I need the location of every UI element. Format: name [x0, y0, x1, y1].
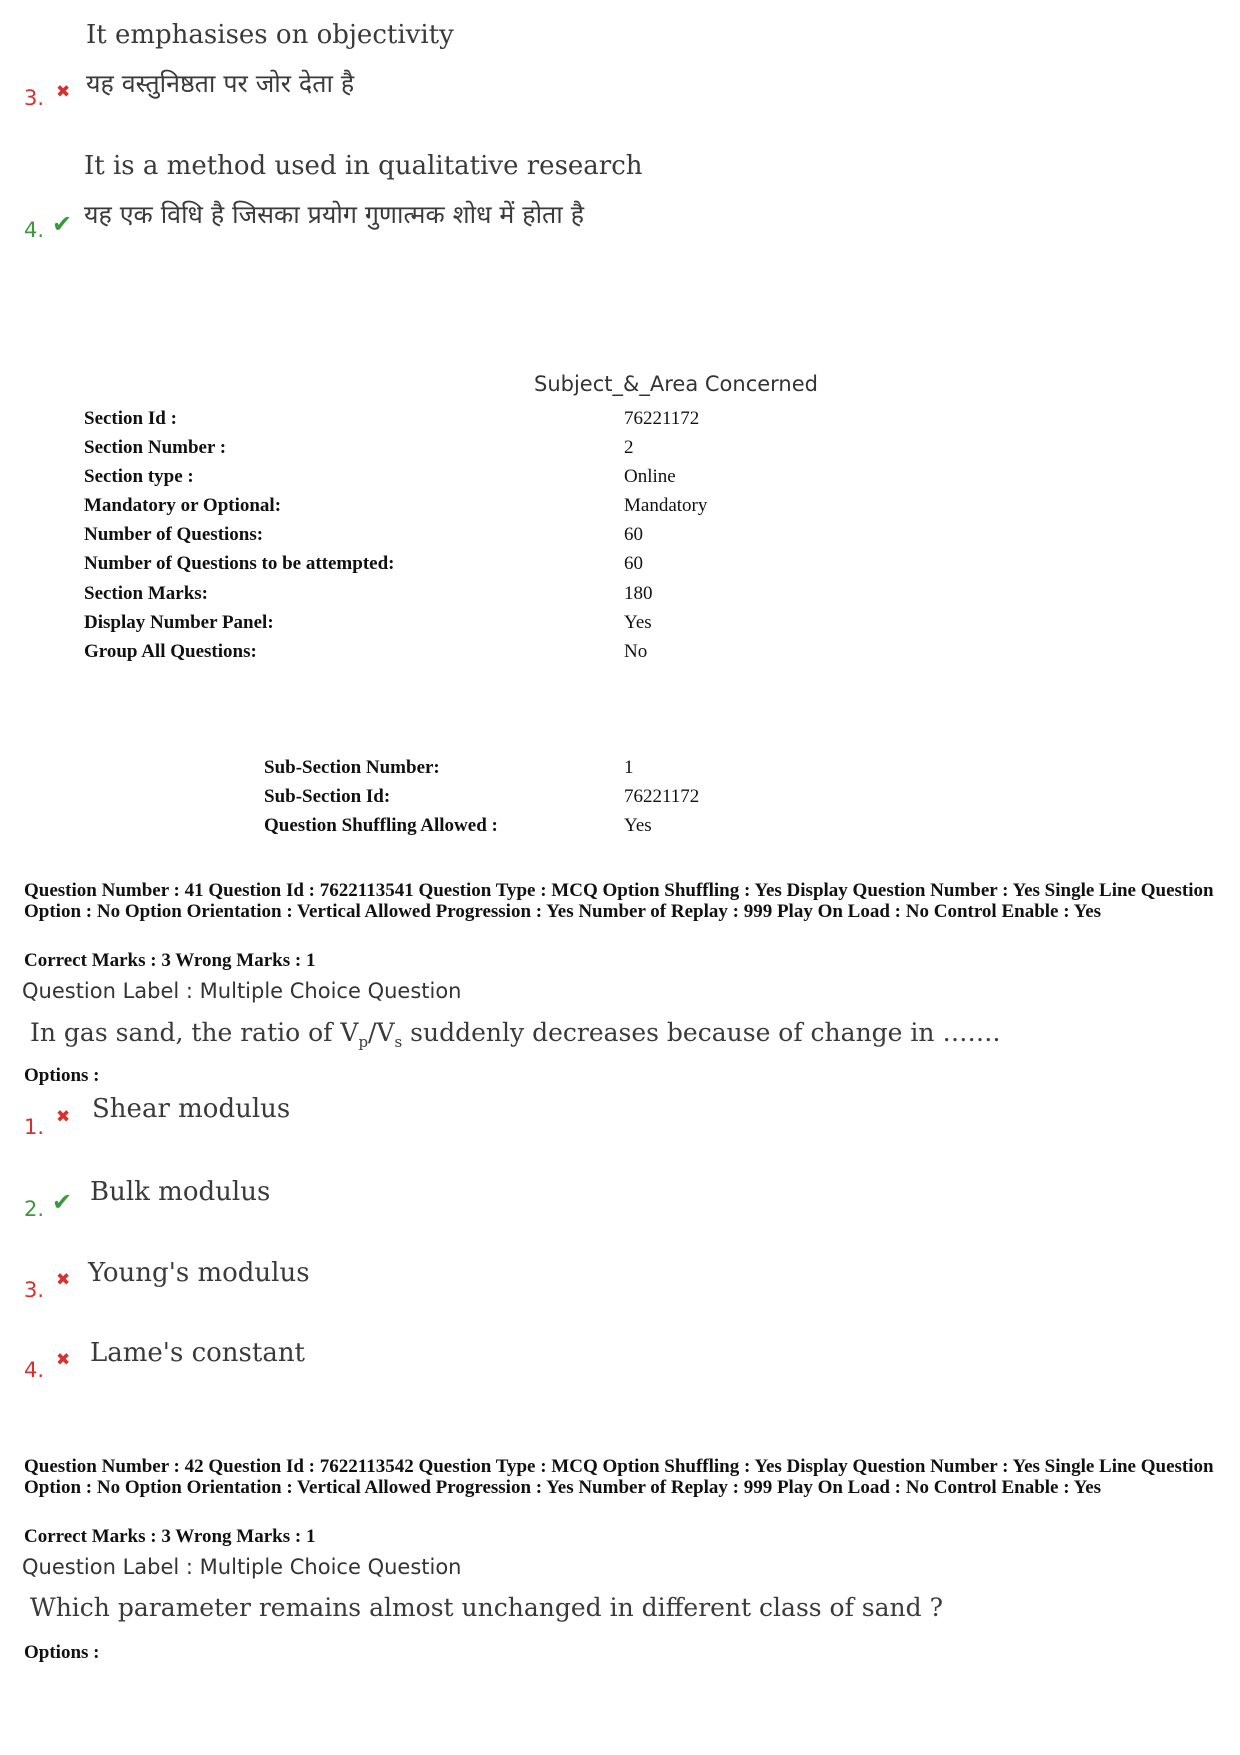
prev-option-4-number: 4.	[24, 218, 45, 242]
q42-options-heading: Options :	[24, 1642, 100, 1663]
section-caption: Subject_&_Area Concerned	[534, 372, 818, 396]
q41-option-3-text: Young's modulus	[88, 1258, 310, 1288]
subsection-id-value: 76221172	[624, 786, 700, 807]
subsection-number-value: 1	[624, 757, 634, 778]
mandatory-label: Mandatory or Optional:	[84, 495, 282, 516]
subsection-number-label: Sub-Section Number:	[264, 757, 440, 778]
q41-meta: Question Number : 41 Question Id : 7622113541 Question Type : MCQ Option Shuffling : Yes Display Question Number : Yes Single Line Question Option : No Option Orientation : Vertical Allowed Progression : Yes Number of Replay : 999 Play On Load : No Control Enable : Yes	[24, 880, 1214, 922]
q41-sub-p: p	[358, 1033, 369, 1051]
q41-options-heading: Options :	[24, 1065, 100, 1086]
section-marks-value: 180	[624, 583, 653, 604]
q41-option-1-text: Shear modulus	[92, 1094, 291, 1124]
section-number-value: 2	[624, 437, 634, 458]
q41-question-text	[30, 1018, 1000, 1051]
cross-icon: ✖	[56, 1350, 71, 1370]
check-icon: ✔	[52, 210, 73, 238]
q41-option-3-number: 3.	[24, 1278, 45, 1302]
shuffling-allowed-label: Question Shuffling Allowed :	[264, 815, 498, 836]
q41-label: Question Label : Multiple Choice Question	[22, 979, 462, 1003]
q41-marks: Correct Marks : 3 Wrong Marks : 1	[24, 950, 316, 971]
cross-icon: ✖	[56, 1107, 71, 1127]
section-id-value: 76221172	[624, 408, 700, 429]
prev-option-4-english: It is a method used in qualitative research	[84, 151, 643, 181]
num-attempted-label: Number of Questions to be attempted:	[84, 553, 395, 574]
q41-sub-s: s	[394, 1033, 403, 1051]
q41-option-4-number: 4.	[24, 1358, 45, 1382]
section-type-label: Section type :	[84, 466, 194, 487]
q42-label: Question Label : Multiple Choice Question	[22, 1555, 462, 1579]
q42-marks: Correct Marks : 3 Wrong Marks : 1	[24, 1526, 316, 1547]
num-questions-label: Number of Questions:	[84, 524, 264, 545]
q41-option-2-number: 2.	[24, 1197, 45, 1221]
num-attempted-value: 60	[624, 553, 643, 574]
display-panel-value: Yes	[624, 612, 652, 633]
section-marks-label: Section Marks:	[84, 583, 209, 604]
prev-option-3-number: 3.	[24, 86, 45, 110]
shuffling-allowed-value: Yes	[624, 815, 652, 836]
q41-option-2-text: Bulk modulus	[90, 1177, 271, 1207]
prev-option-3-english: It emphasises on objectivity	[86, 20, 454, 50]
group-questions-label: Group All Questions:	[84, 641, 257, 662]
section-id-label: Section Id :	[84, 408, 177, 429]
mandatory-value: Mandatory	[624, 495, 708, 516]
q41-option-1-number: 1.	[24, 1115, 45, 1139]
section-number-label: Section Number :	[84, 437, 227, 458]
q42-meta: Question Number : 42 Question Id : 7622113542 Question Type : MCQ Option Shuffling : Yes Display Question Number : Yes Single Line Question Option : No Option Orientation : Vertical Allowed Progression : Yes Number of Replay : 999 Play On Load : No Control Enable : Yes	[24, 1456, 1214, 1498]
cross-icon: ✖	[56, 1270, 71, 1290]
display-panel-label: Display Number Panel:	[84, 612, 274, 633]
check-icon: ✔	[52, 1188, 73, 1216]
section-type-value: Online	[624, 466, 676, 487]
cross-icon: ✖	[56, 82, 71, 102]
q42-question-text: Which parameter remains almost unchanged in different class of sand ?	[30, 1593, 944, 1622]
subsection-id-label: Sub-Section Id:	[264, 786, 391, 807]
prev-option-4-hindi: यह एक विधि है जिसका प्रयोग गुणात्मक शोध में होता है	[84, 200, 584, 229]
q41-text-part-3: suddenly decreases because of change in …….	[402, 1018, 1001, 1047]
q41-option-4-text: Lame's constant	[90, 1338, 306, 1368]
q41-text-part-2: /V	[368, 1018, 395, 1047]
q41-text-part-1: In gas sand, the ratio of V	[30, 1018, 359, 1047]
num-questions-value: 60	[624, 524, 643, 545]
group-questions-value: No	[624, 641, 648, 662]
prev-option-3-hindi: यह वस्तुनिष्ठता पर जोर देता है	[86, 69, 355, 98]
